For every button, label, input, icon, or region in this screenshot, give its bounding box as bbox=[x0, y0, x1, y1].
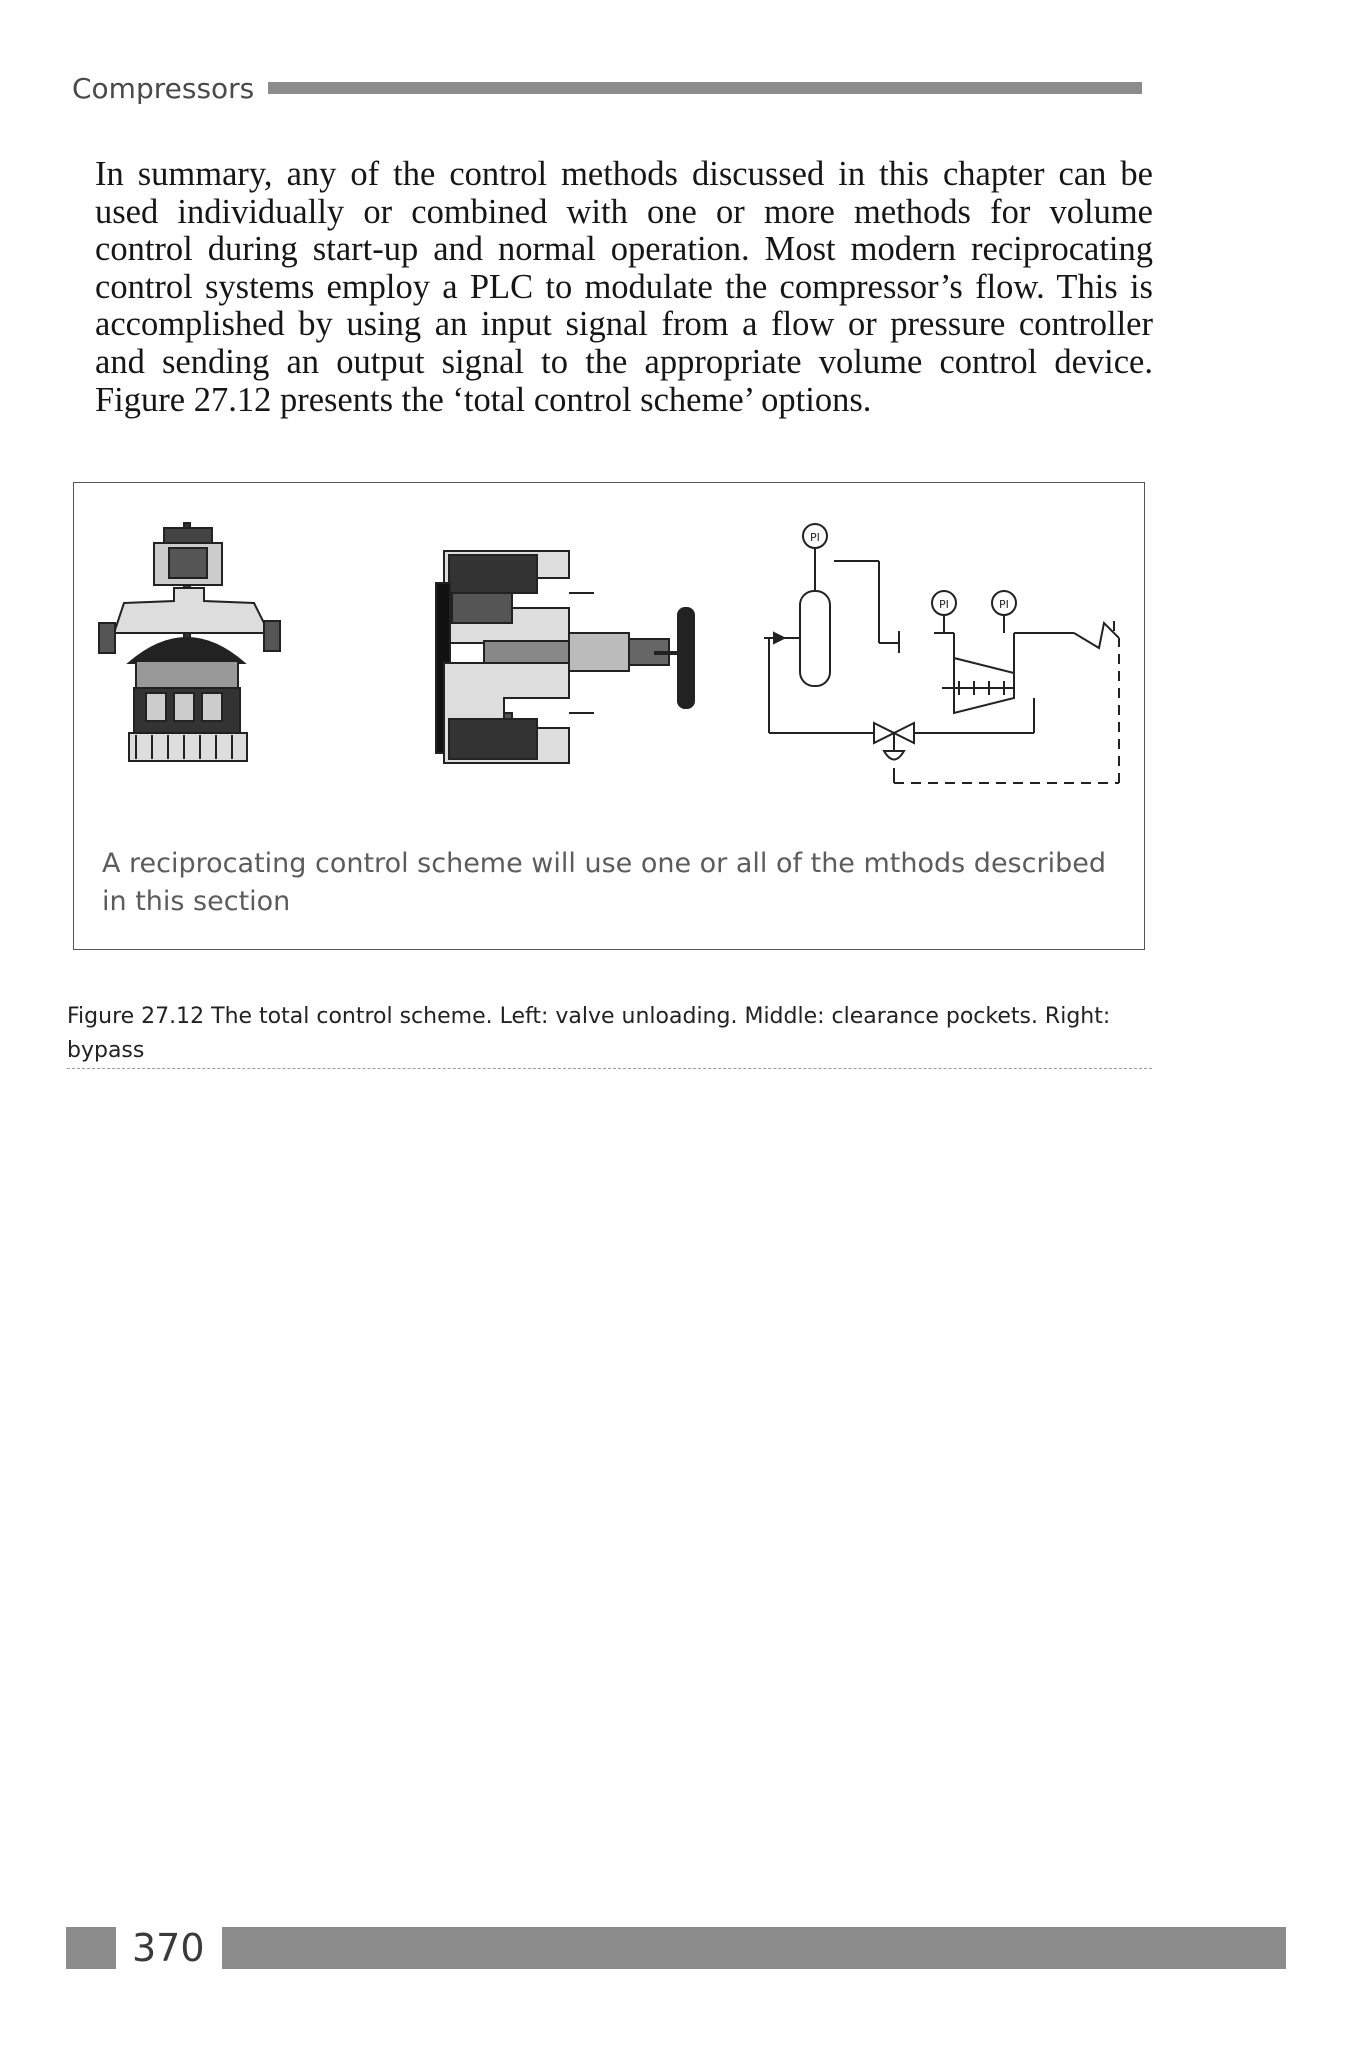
body-paragraph: In summary, any of the control methods discussed in this chapter can be used individually or combined with one or more methods for volume control during start-up and normal operation. Most modern reciprocating control systems employ a PLC to modulate the compressor’s flow. This is accomplished by using an input signal from a flow or pressure controller and sending an output signal to the appropriate volume control device. Figure 27.12 presents the ‘total control scheme’ options. bbox=[95, 155, 1153, 419]
figure-caption: Figure 27.12 The total control scheme. Left: valve unloading. Middle: clearance pockets. Right: bypass bbox=[67, 1004, 1111, 1063]
figure-frame bbox=[73, 482, 1145, 950]
receiver-vessel bbox=[800, 591, 830, 686]
caption-rule bbox=[67, 1068, 1152, 1069]
bypass-schematic bbox=[764, 524, 1119, 783]
figure-inner-caption: A reciprocating control scheme will use one or all of the mthods described in this section bbox=[102, 848, 1106, 917]
header-rule bbox=[268, 82, 1142, 94]
pi-label-top: PI bbox=[810, 531, 820, 544]
pi-label-left: PI bbox=[939, 598, 949, 611]
footer-block bbox=[66, 1927, 116, 1969]
valve-unloading-illustration bbox=[99, 523, 280, 761]
running-head: Compressors bbox=[72, 71, 255, 105]
pi-label-right: PI bbox=[999, 598, 1009, 611]
footer-rule bbox=[222, 1927, 1286, 1969]
page-number: 370 bbox=[132, 1926, 205, 1970]
page-header bbox=[72, 70, 1142, 106]
page-footer bbox=[66, 1925, 1286, 1971]
clearance-pocket-illustration bbox=[436, 551, 694, 763]
